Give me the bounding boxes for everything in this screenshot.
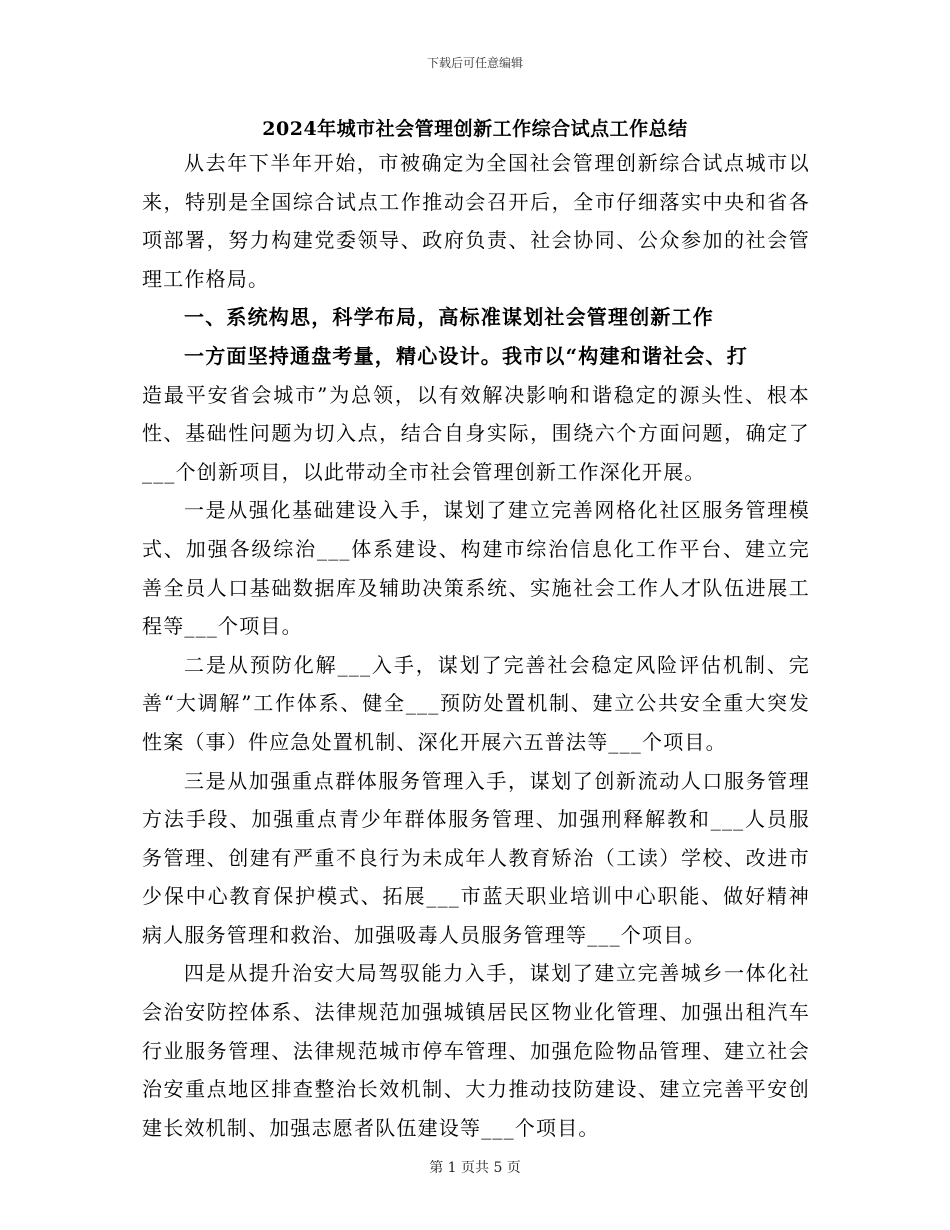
document-title: 2024年城市社会管理创新工作综合试点工作总结 <box>262 118 688 140</box>
page-number-footer: 第 1 页共 5 页 <box>429 1160 521 1176</box>
header-note: 下载后可任意编辑 <box>426 56 523 70</box>
section-heading-1: 一、系统构思，科学布局，高标准谋划社会管理创新工作 <box>184 305 714 330</box>
intro-paragraph: 从去年下半年开始，市被确定为全国社会管理创新综合试点城市以来，特别是全国综合试点工作推动会召开后，全市仔细落实中央和省各项部署，努力构建党委领导、政府负责、社会协同、公众参加的社会管理工作格局。 <box>142 151 810 291</box>
subsection-heading: 一方面坚持通盘考量，精心设计。我市以“构建和谐社会、打 <box>184 343 748 368</box>
item-paragraph-1: 一是从强化基础建设入手，谋划了建立完善网格化社区服务管理模式、加强各级综治___体系建设、构建市综治信息化工作平台、建立完善全员人口基础数据库及辅助决策系统、实施社会工作人才队伍进展工程等___个项目。 <box>142 498 810 639</box>
document-body <box>142 144 810 1147</box>
item-paragraph-3: 三是从加强重点群体服务管理入手，谋划了创新流动人口服务管理方法手段、加强重点青少年群体服务管理、加强刑释解教和___人员服务管理、创建有严重不良行为未成年人教育矫治（工读）学校、改进市少保中心教育保护模式、拓展___市蓝天职业培训中心职能、做好精神病人服务管理和救治、加强吸毒人员服务管理等___个项目。 <box>142 768 810 947</box>
item-paragraph-2: 二是从预防化解___入手，谋划了完善社会稳定风险评估机制、完善“大调解”工作体系、健全___预防处置机制、建立公共安全重大突发性案（事）件应急处置机制、深化开展六五普法等___个项目。 <box>142 652 810 754</box>
continuation-paragraph: 造最平安省会城市”为总领，以有效解决影响和谐稳定的源头性、根本性、基础性问题为切入点，结合自身实际，围绕六个方面问题，确定了___个创新项目，以此带动全市社会管理创新工作深化开展。 <box>142 382 810 484</box>
item-paragraph-4: 四是从提升治安大局驾驭能力入手，谋划了建立完善城乡一体化社会治安防控体系、法律规范加强城镇居民区物业化管理、加强出租汽车行业服务管理、法律规范城市停车管理、加强危险物品管理、建立社会治安重点地区排查整治长效机制、大力推动技防建设、建立完善平安创建长效机制、加强志愿者队伍建设等___个项目。 <box>142 961 810 1140</box>
